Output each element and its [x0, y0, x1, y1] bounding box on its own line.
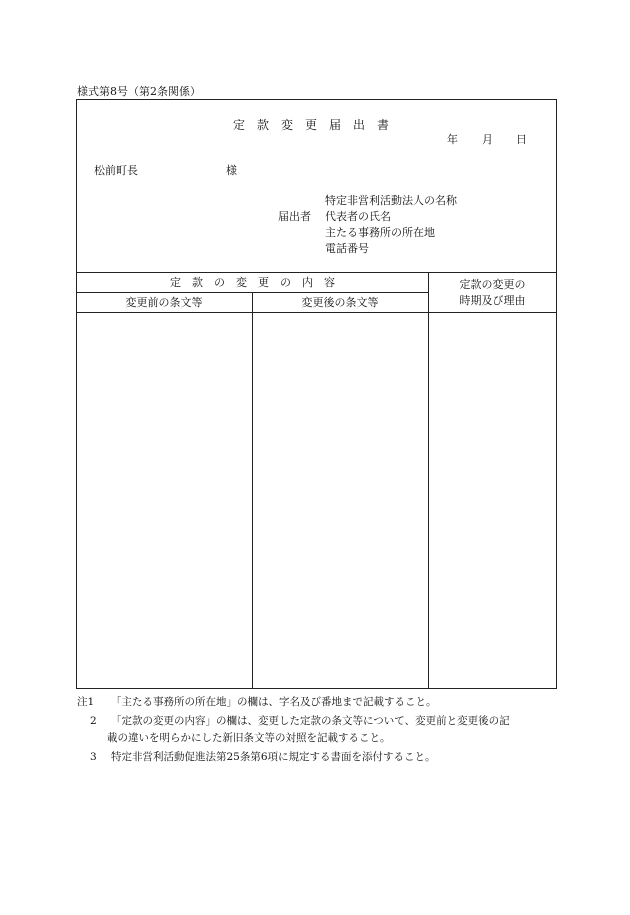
- table-group-header: 定 款 の 変 更 の 内 容: [170, 276, 335, 289]
- submitter-field-representative: 代表者の氏名: [325, 210, 391, 223]
- submitter-field-phone: 電話番号: [325, 242, 369, 255]
- form-label: 様式第8号（第2条関係）: [77, 85, 201, 98]
- note-1-number: 注1: [77, 696, 95, 708]
- note-3-number: 3: [90, 751, 97, 763]
- note-2-text-line1: 「定款の変更の内容」の欄は、変更した定款の条文等について、変更前と変更後の記: [111, 715, 510, 727]
- note-2-number: 2: [90, 715, 97, 727]
- cell-after-text[interactable]: [253, 313, 428, 689]
- column-header-before: 変更前の条文等: [125, 296, 203, 309]
- date-month-label: 月: [482, 133, 493, 146]
- submitter-field-office-address: 主たる事務所の所在地: [325, 226, 435, 239]
- column-header-reason-line1: 定款の変更の: [459, 278, 526, 291]
- note-1-text: 「主たる事務所の所在地」の欄は、字名及び番地まで記載すること。: [111, 696, 437, 708]
- submitter-label: 届出者: [278, 210, 311, 223]
- table-top-rule: [76, 272, 557, 273]
- document-title: 定 款 変 更 届 出 書: [233, 118, 390, 132]
- addressee-name: 松前町長: [94, 164, 138, 177]
- column-header-reason-line2: 時期及び理由: [459, 294, 526, 307]
- note-3-text: 特定非営利活動促進法第25条第6項に規定する書面を添付すること。: [111, 751, 436, 763]
- cell-before-text[interactable]: [77, 313, 252, 689]
- addressee-honorific: 様: [226, 164, 237, 177]
- note-2-text-line2: 載の違いを明らかにした新旧条文等の対照を記載すること。: [107, 732, 391, 744]
- submitter-field-org-name: 特定非営利活動法人の名称: [325, 194, 457, 207]
- date-year-label: 年: [447, 133, 458, 146]
- column-header-after: 変更後の条文等: [301, 296, 379, 309]
- cell-reason-text[interactable]: [429, 313, 556, 689]
- date-day-label: 日: [516, 133, 527, 146]
